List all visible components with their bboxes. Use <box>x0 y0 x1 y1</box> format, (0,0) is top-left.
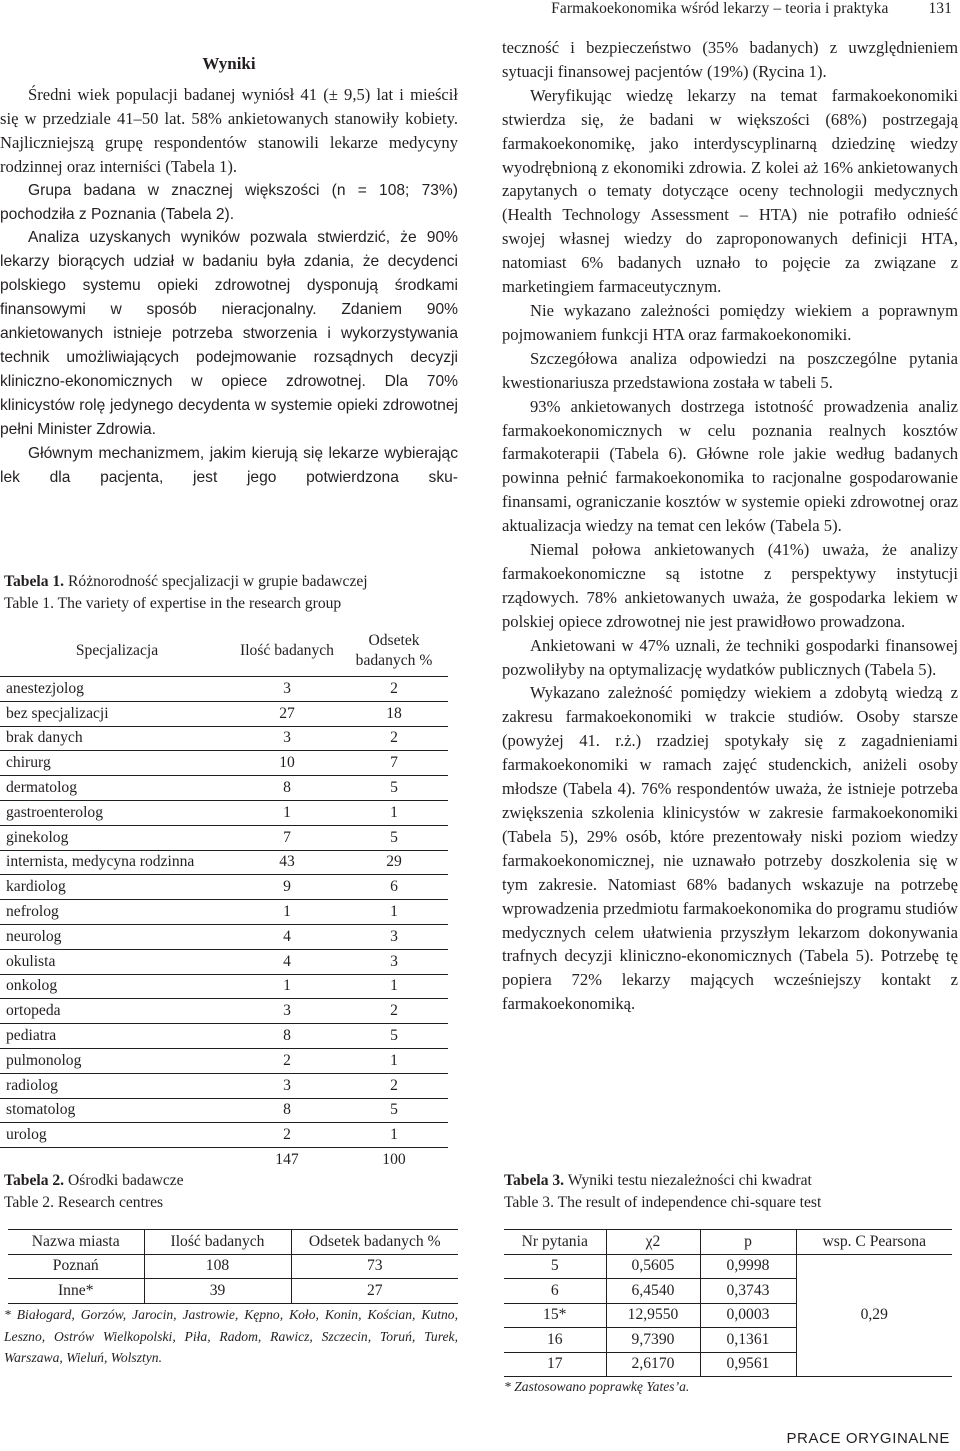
table2-cell: 39 <box>144 1279 291 1304</box>
percent-cell: 2 <box>340 677 448 702</box>
count-cell: 2 <box>234 1048 340 1073</box>
table3-label: Tabela 3. <box>504 1172 565 1189</box>
count-cell: 10 <box>234 751 340 776</box>
table3 <box>504 1229 952 1377</box>
table2-cell: 27 <box>291 1279 458 1304</box>
table-row <box>0 924 448 949</box>
count-cell: 1 <box>234 974 340 999</box>
count-cell: 7 <box>234 825 340 850</box>
percent-cell: 1 <box>340 900 448 925</box>
specialization-cell: brak danych <box>0 726 234 751</box>
count-cell: 3 <box>234 677 340 702</box>
table3-cell: 0,9998 <box>700 1254 796 1279</box>
table2-header-cell: Nazwa miasta <box>8 1230 144 1255</box>
table-row <box>0 1024 448 1049</box>
percent-cell: 1 <box>340 1123 448 1148</box>
page-number: 131 <box>928 0 952 17</box>
table3-cell: 0,9561 <box>700 1352 796 1377</box>
percent-cell: 2 <box>340 999 448 1024</box>
table-total-row <box>0 1148 448 1172</box>
table2-label: Tabela 2. <box>4 1172 65 1189</box>
table2-header-cell: Ilość badanych <box>144 1230 291 1255</box>
table-row <box>0 1098 448 1123</box>
table3-cell: 6 <box>504 1279 606 1304</box>
table3-header-cell: Nr pytania <box>504 1230 606 1255</box>
specialization-cell: bez specjalizacji <box>0 701 234 726</box>
total-cell: 100 <box>382 1151 406 1169</box>
table3-caption-pl: Wyniki testu niezależności chi kwadrat <box>567 1172 812 1189</box>
table-row <box>0 875 448 900</box>
paragraph: Grupa badana w znacznej większości (n = 108; 73%) pochodziła z Poznania (Tabela 2). <box>0 181 458 223</box>
table-row <box>0 1123 448 1148</box>
specialization-cell: nefrolog <box>0 900 234 925</box>
count-cell: 9 <box>234 875 340 900</box>
percent-cell: 29 <box>340 850 448 875</box>
table3-cell: 17 <box>504 1352 606 1377</box>
paragraph: Głównym mechanizmem, jakim kierują się lekarze wybierając lek dla pacjenta, jest jego potwierdzona sku- <box>0 444 458 486</box>
table-row <box>0 677 448 702</box>
count-cell: 43 <box>234 850 340 875</box>
pearson-cell: 0,29 <box>796 1254 952 1377</box>
table2-cell: Poznań <box>8 1254 144 1279</box>
table-row <box>0 974 448 999</box>
table3-header-cell: wsp. C Pearsona <box>796 1230 952 1255</box>
specialization-cell: onkolog <box>0 974 234 999</box>
specialization-cell: radiolog <box>0 1073 234 1098</box>
count-cell: 1 <box>234 900 340 925</box>
table-row <box>0 800 448 825</box>
right-column <box>502 36 958 1016</box>
table3-cell: 16 <box>504 1328 606 1353</box>
table1-header-cell: Odsetek badanych % <box>340 626 448 677</box>
table-row <box>0 999 448 1024</box>
running-header <box>551 0 952 18</box>
table-row <box>0 726 448 751</box>
count-cell: 4 <box>234 949 340 974</box>
specialization-cell: neurolog <box>0 924 234 949</box>
percent-cell: 3 <box>340 949 448 974</box>
table2-cell: Inne* <box>8 1279 144 1304</box>
specialization-cell: ortopeda <box>0 999 234 1024</box>
paragraph: Szczegółowa analiza odpowiedzi na poszczególne pytania kwestionariusza przedstawiona została w tabeli 5. <box>502 348 958 392</box>
table3-cell: 0,1361 <box>700 1328 796 1353</box>
table1-header-cell: Ilość badanych <box>234 626 340 677</box>
specialization-cell: ginekolog <box>0 825 234 850</box>
table2-caption-pl: Ośrodki badawcze <box>68 1172 184 1189</box>
specialization-cell: gastroenterolog <box>0 800 234 825</box>
count-cell: 1 <box>234 800 340 825</box>
table3-cell: 0,3743 <box>700 1279 796 1304</box>
table2-footnote: * Białogard, Gorzów, Jarocin, Jastrowie, Kępno, Koło, Konin, Kościan, Kutno, Leszno, Ostrów Wielkopolski, Piła, Radom, Rawicz, Szczecin, Toruń, Turek, Warszawa, Wieluń, Wolsztyn. <box>4 1307 458 1365</box>
percent-cell: 5 <box>340 776 448 801</box>
table3-cell: 6,4540 <box>606 1279 700 1304</box>
table3-footnote: * Zastosowano poprawkę Yates’a. <box>504 1379 690 1394</box>
count-cell: 8 <box>234 776 340 801</box>
count-cell: 3 <box>234 999 340 1024</box>
table3-caption <box>504 1170 958 1214</box>
percent-cell: 1 <box>340 1048 448 1073</box>
table3-cell: 0,5605 <box>606 1254 700 1279</box>
table-row <box>0 949 448 974</box>
specialization-cell: stomatolog <box>0 1098 234 1123</box>
table-row <box>0 900 448 925</box>
table-row <box>504 1254 952 1279</box>
count-cell: 2 <box>234 1123 340 1148</box>
count-cell: 27 <box>234 701 340 726</box>
table2-cell: 73 <box>291 1254 458 1279</box>
percent-cell: 2 <box>340 1073 448 1098</box>
table3-header-cell: χ2 <box>606 1230 700 1255</box>
percent-cell: 3 <box>340 924 448 949</box>
table3-header-cell: p <box>700 1230 796 1255</box>
paragraph: teczność i bezpieczeństwo (35% badanych) z uwzględnieniem sytuacji finansowej pacjentów (19%) (Rycina 1). <box>502 38 958 81</box>
paragraph: Weryfikując wiedzę lekarzy na temat farmakoekonomiki stwierdza się, że badani w większości (68%) postrzegają farmakoekonomikę, jako interdyscyplinarną dziedzinę wiedzy wyodrębnioną z ekonomiki zdrowia. Z kolei aż 16% ankietowanych zapytanych o tematy dotyczące oceny technologii medycznych (Health Technology Assessment – HTA) nie potrafiło odnieść swojej własnej wiedzy do zaproponowanych definicji HTA, natomiast 6% badanych uznało to pojęcie za związane z marketingiem farmaceutycznym. <box>502 85 958 297</box>
paragraph: 93% ankietowanych dostrzega istotność prowadzenia analiz farmakoekonomicznych w celu poznania realnych kosztów farmakoterapii (Tabela 6). Główne role jakie według badanych powinna pełnić farmakoekonomika to racjonalne gospodarowanie finansami, ograniczanie kosztów w systemie opieki zdrowotnej oraz aktualizacja wiedzy na temat cen leków (Tabela 5). <box>502 396 958 536</box>
paragraph: Nie wykazano zależności pomiędzy wiekiem a poprawnym pojmowaniem funkcji HTA oraz farmakoekonomiki. <box>502 300 958 344</box>
percent-cell: 5 <box>340 1024 448 1049</box>
running-title: Farmakoekonomika wśród lekarzy – teoria i praktyka <box>551 0 889 17</box>
table2-caption-en: Table 2. Research centres <box>4 1194 164 1211</box>
table-row <box>0 1073 448 1098</box>
table3-caption-en: Table 3. The result of independence chi-square test <box>504 1194 822 1211</box>
specialization-cell: anestezjolog <box>0 677 234 702</box>
count-cell: 3 <box>234 726 340 751</box>
total-cell <box>0 1148 234 1172</box>
specialization-cell: dermatolog <box>0 776 234 801</box>
section-heading: Wyniki <box>202 54 256 73</box>
table1 <box>0 626 448 1172</box>
table-row <box>0 701 448 726</box>
total-cell: 147 <box>275 1151 299 1169</box>
table-row <box>0 825 448 850</box>
table-row <box>0 776 448 801</box>
table-row <box>0 850 448 875</box>
percent-cell: 5 <box>340 825 448 850</box>
percent-cell: 1 <box>340 974 448 999</box>
count-cell: 8 <box>234 1024 340 1049</box>
paragraph: Wykazano zależność pomiędzy wiekiem a zdobytą wiedzą z zakresu farmakoekonomiki w trakcie studiów. Osoby starsze (powyżej 41. r.ż.) rzadziej spotykały się z zagadnieniami farmakoekonomiki w ramach zajęć studenckich, aniżeli osoby młodsze (Tabela 4). 76% respondentów uważa, że istnieje potrzeba zwiększenia szkolenia klinicystów w zakresie farmakoekonomiki (Tabela 5), 29% osób, które prezentowały niski poziom wiedzy farmakoekonomicznej, nie uznawało potrzeby doszkolenia się w tym zakresie. Natomiast 68% badanych wskazuje na potrzebę wprowadzenia przedmiotu farmakoekonomika do programu studiów medycznych celem ułatwienia przyszłym lekarzom dokonywania trafnych decyzji kliniczno-ekonomicznych (Tabela 5). Potrzebę tę popiera 72% lekarzy mających wcześniejszy kontakt z farmakoekonomiką. <box>502 683 958 1014</box>
specialization-cell: pulmonolog <box>0 1048 234 1073</box>
percent-cell: 2 <box>340 726 448 751</box>
table-row <box>0 1048 448 1073</box>
count-cell: 8 <box>234 1098 340 1123</box>
left-column <box>0 52 458 489</box>
count-cell: 4 <box>234 924 340 949</box>
percent-cell: 18 <box>340 701 448 726</box>
table3-cell: 0,0003 <box>700 1303 796 1328</box>
table1-header-cell: Specjalizacja <box>0 626 234 677</box>
table3-cell: 12,9550 <box>606 1303 700 1328</box>
table3-cell: 15* <box>504 1303 606 1328</box>
paragraph: Analiza uzyskanych wyników pozwala stwierdzić, że 90% lekarzy biorących udział w badaniu była zdania, że decydenci polskiego systemu opieki zdrowotnej dysponują środkami finansowymi w sposób nieracjonalny. Zdaniem 90% ankietowanych istnieje potrzeba stworzenia i wykorzystywania technik umożliwiających podejmowanie rozsądnych decyzji kliniczno-ekonomicznych w opiece zdrowotnej. Dla 70% klinicystów rolę jedynego decydenta w systemie opieki zdrowotnej pełni Minister Zdrowia. <box>0 229 458 438</box>
specialization-cell: urolog <box>0 1123 234 1148</box>
section-label: PRACE ORYGINALNE <box>786 1430 950 1447</box>
table1-caption <box>4 571 458 615</box>
percent-cell: 1 <box>340 800 448 825</box>
specialization-cell: internista, medycyna rodzinna <box>0 850 234 875</box>
table2 <box>8 1229 458 1304</box>
percent-cell: 6 <box>340 875 448 900</box>
table3-cell: 2,6170 <box>606 1352 700 1377</box>
percent-cell: 7 <box>340 751 448 776</box>
paragraph: Ankietowani w 47% uznali, że techniki gospodarki finansowej pozwoliłyby na optymalizację wydatków publicznych (Tabela 5). <box>502 635 958 679</box>
table2-caption <box>4 1170 458 1214</box>
table-row <box>0 751 448 776</box>
table2-cell: 108 <box>144 1254 291 1279</box>
specialization-cell: kardiolog <box>0 875 234 900</box>
table1-caption-pl: Różnorodność specjalizacji w grupie badawczej <box>68 573 368 590</box>
specialization-cell: okulista <box>0 949 234 974</box>
table2-header-cell: Odsetek badanych % <box>291 1230 458 1255</box>
percent-cell: 5 <box>340 1098 448 1123</box>
table3-cell: 5 <box>504 1254 606 1279</box>
table1-caption-en: Table 1. The variety of expertise in the research group <box>4 595 342 612</box>
table1-label: Tabela 1. <box>4 573 65 590</box>
table3-cell: 9,7390 <box>606 1328 700 1353</box>
paragraph: Średni wiek populacji badanej wyniósł 41 (± 9,5) lat i mieścił się w przedziale 41–50 lat. 58% ankietowanych stanowiły kobiety. Najliczniejszą grupę respondentów stanowili lekarze medycyny rodzinnej oraz interniści (Tabela 1). <box>0 85 458 176</box>
specialization-cell: chirurg <box>0 751 234 776</box>
count-cell: 3 <box>234 1073 340 1098</box>
paragraph: Niemal połowa ankietowanych (41%) uważa, że analizy farmakoekonomiczne są istotne z perspektywy instytucji rządowych. 78% ankietowanych uważa, że gospodarka lekiem w polskiej opiece zdrowotnej nie jest prawidłowo prowadzona. <box>502 540 958 631</box>
specialization-cell: pediatra <box>0 1024 234 1049</box>
